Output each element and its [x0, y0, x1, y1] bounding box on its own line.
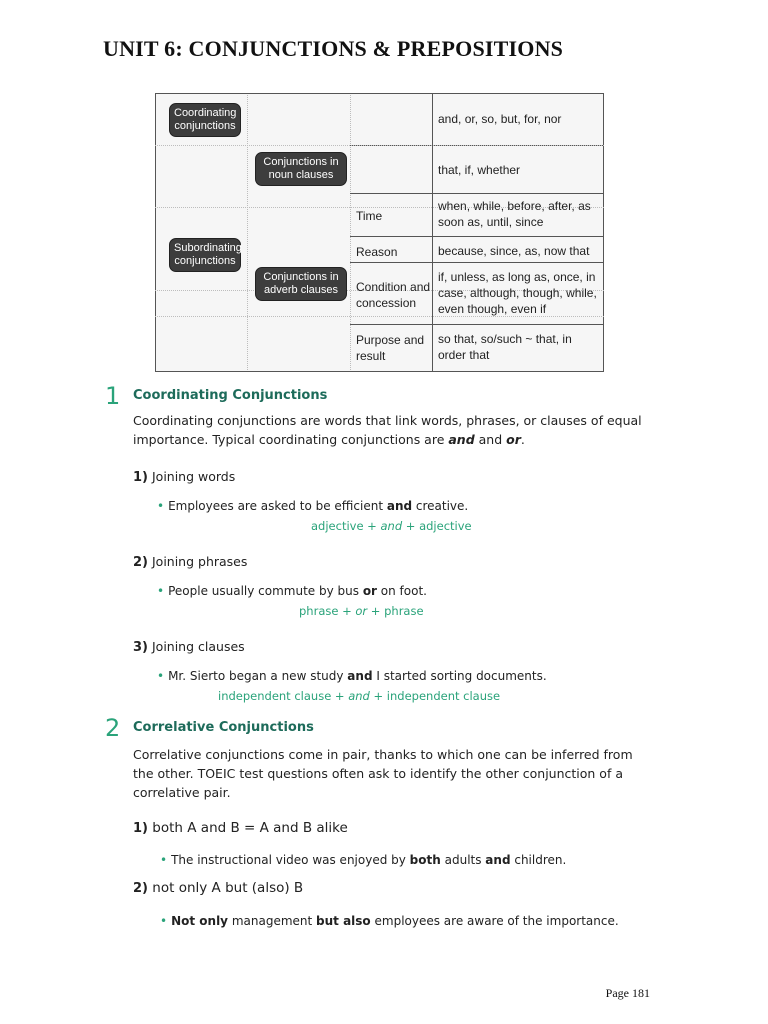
s1-item-2-heading: 2) Joining phrases: [133, 554, 248, 570]
time-list: when, while, before, after, as soon as, until, since: [438, 199, 591, 229]
section-1-title: Coordinating Conjunctions: [133, 388, 328, 403]
s1-item-2-example: • People usually commute by bus or on foot.: [157, 584, 427, 598]
section-2-number: 2: [105, 714, 121, 742]
badge-coordinating-conjunctions: Coordinating conjunctions: [169, 103, 241, 137]
category-purpose: Purpose and result: [356, 333, 425, 363]
page-number: Page 181: [605, 986, 650, 1000]
section-2-intro: Correlative conjunctions come in pair, thanks to which one can be inferred from the other. TOEIC test questions often ask to identify the other conjunction of a correlative pair.: [133, 747, 633, 800]
badge-adverb-clause-conjunctions: Conjunctions in adverb clauses: [255, 267, 347, 301]
table-border-bottom: [155, 371, 604, 372]
conjunctions-table: [155, 93, 604, 372]
s1-item-1-heading: 1) Joining words: [133, 469, 236, 485]
s1-item-3-heading: 3) Joining clauses: [133, 639, 245, 655]
table-col-line: [432, 93, 433, 372]
section-1-number: 1: [105, 382, 121, 410]
s2-item-1-example: • The instructional video was enjoyed by both adults and children.: [160, 853, 567, 867]
table-row-line: [350, 324, 604, 325]
coordinating-list: and, or, so, but, for, nor: [438, 112, 562, 126]
unit-title: UNIT 6: CONJUNCTIONS & PREPOSITIONS: [103, 36, 564, 61]
table-col-line: [350, 93, 351, 372]
table-border-left: [155, 93, 156, 372]
category-condition: Condition and concession: [356, 280, 431, 310]
table-row-line: [350, 236, 604, 237]
table-row-line: [350, 193, 604, 194]
s2-item-2-heading: 2) not only A but (also) B: [133, 880, 304, 896]
category-time: Time: [356, 209, 383, 223]
section-1-intro: Coordinating conjunctions are words that link words, phrases, or clauses of equal importance. Typical coordinating conjunctions are and and or.: [133, 413, 642, 447]
s2-item-2-example: • Not only management but also employees are aware of the importance.: [160, 914, 619, 928]
purpose-list: so that, so/such ~ that, in order that: [438, 332, 572, 362]
s1-item-1-example: • Employees are asked to be efficient and creative.: [157, 499, 469, 513]
badge-noun-clause-conjunctions: Conjunctions in noun clauses: [255, 152, 347, 186]
s1-item-3-formula: independent clause + and + independent clause: [218, 689, 501, 703]
s2-item-1-heading: 1) both A and B = A and B alike: [133, 820, 348, 836]
reason-list: because, since, as, now that: [438, 244, 590, 258]
table-row-line: [350, 262, 604, 263]
category-reason: Reason: [356, 245, 398, 259]
table-border-right: [603, 93, 604, 372]
section-2-title: Correlative Conjunctions: [133, 720, 314, 735]
table-border-top: [155, 93, 604, 94]
noun-clause-list: that, if, whether: [438, 163, 521, 177]
s1-item-3-example: • Mr. Sierto began a new study and I started sorting documents.: [157, 669, 547, 683]
table-col-line: [247, 93, 248, 372]
s1-item-1-formula: adjective + and + adjective: [311, 519, 472, 533]
condition-list: if, unless, as long as, once, in case, although, though, while, even though, even if: [438, 270, 597, 316]
table-row-dotted: [155, 145, 604, 146]
s1-item-2-formula: phrase + or + phrase: [299, 604, 424, 618]
badge-subordinating-conjunctions: Subordinating conjunctions: [169, 238, 241, 272]
